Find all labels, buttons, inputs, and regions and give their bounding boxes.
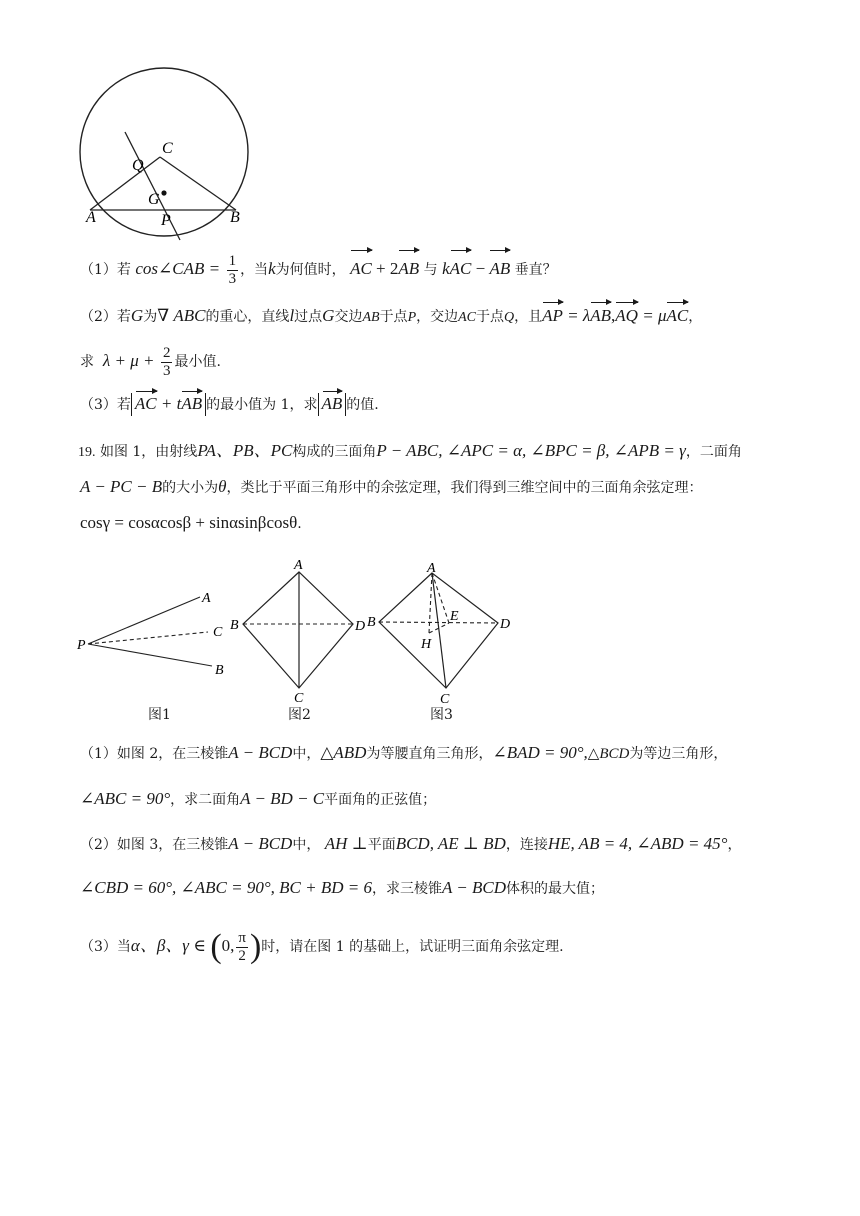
q19-p2-m3: BCD, AE ⊥ BD [395, 834, 506, 853]
q19-p2-m4: HE, AB = 4, ∠ABD = 45° [547, 834, 728, 853]
q19-p2b-m2: A − BCD [441, 878, 507, 897]
q18-p1-minus: − [471, 259, 490, 278]
q19-p1b-text1: ，求二面角 [170, 792, 241, 808]
q19-part1b [80, 787, 436, 811]
fig3-label-A: A [427, 561, 436, 576]
q19-p1-text4: 为等边三角形， [629, 746, 728, 762]
q18-p3-text1: 若 [116, 397, 131, 413]
q18-part1 [80, 252, 557, 286]
q18-p2-text5: 交边 [334, 309, 363, 325]
frac-den: 3 [228, 270, 237, 287]
q18-p2-l: l [289, 306, 295, 325]
q18-p2-text7: ，交边 [416, 309, 459, 325]
q19-p1-m3: ∠BAD = 90°, [492, 743, 588, 762]
q18-p2b-fraction [161, 345, 173, 380]
fig2-label-B: B [230, 618, 239, 633]
centroid-G-dot [161, 190, 166, 195]
q19-p3-text1: 当 [116, 939, 131, 955]
q18-p3-plus: + t [156, 394, 182, 413]
q18-p2-P: P [407, 310, 417, 325]
figure-2-tetrahedron [226, 555, 376, 705]
label-P: P [161, 212, 171, 229]
q19-p2b-text2: 体积的最大值； [506, 881, 605, 897]
q19-l1-rays: PA、PB、PC [197, 441, 293, 460]
q18-p2-triangle: ∇ ABC [157, 306, 206, 325]
label-A: A [86, 209, 96, 226]
q18-p1-num: （1） [80, 262, 117, 278]
ray-PC [88, 632, 208, 644]
q18-p2-text9: ，且 [514, 309, 543, 325]
fig3-label-H: H [421, 637, 432, 652]
q18-p2-eq2: = μ [637, 306, 667, 325]
fig2-label-C: C [294, 691, 304, 705]
label-Q: Q [132, 157, 144, 174]
frac-num: π [238, 929, 246, 946]
vector-AC-3: AC [666, 304, 688, 328]
ray-PB [88, 644, 212, 666]
q18-p2b-text1: 求 [80, 354, 94, 370]
fig3-caption: 图3 [430, 707, 453, 723]
q19-l1-text1: 如图 1，由射线 [99, 444, 198, 460]
circle-triangle-figure [70, 60, 270, 250]
q19-l2-text2: ，类比于平面三角形中的余弦定理，我们得到三维空间中的三面角余弦定理： [226, 480, 703, 496]
q18-p1-fraction [227, 253, 239, 288]
q19-part2b [80, 876, 604, 900]
q19-line3 [80, 511, 302, 535]
frac-den: 3 [162, 362, 171, 379]
q19-p1-m1: A − BCD [228, 743, 293, 762]
frac-num: 1 [228, 252, 237, 269]
fig2-caption: 图2 [288, 707, 311, 723]
q19-p2-m2: AH ⊥ [324, 834, 368, 853]
fig3-edge-AC [432, 573, 446, 688]
q19-l2-text1: 的大小为 [162, 480, 219, 496]
q18-part2 [80, 304, 702, 328]
q18-p2-text4: 过点 [294, 309, 323, 325]
q19-l3-dot: . [297, 516, 302, 532]
vector-AC: AC [350, 252, 372, 286]
q18-p2-AC: AC [458, 310, 477, 325]
q18-p1-text2: ，当 [240, 262, 269, 278]
abs-AB [318, 393, 347, 416]
q18-p2-text3: 的重心，直线 [205, 309, 290, 325]
q19-p1-m2: △ABD [320, 743, 367, 762]
q19-p2-text2: 中， [292, 837, 321, 853]
q18-p2-AB: AB [362, 310, 380, 325]
q19-p3-zero: 0, [221, 936, 235, 955]
q19-l1-math: P − ABC, ∠APC = α, ∠BPC = β, ∠APB = γ [376, 441, 686, 460]
q19-p2-text3: 平面 [367, 837, 396, 853]
q19-p3-rparen: ) [249, 928, 262, 965]
q19-p2-end: ， [727, 837, 742, 853]
vector-AP: AP [542, 304, 563, 328]
q19-p1-num: （1） [80, 746, 117, 762]
q19-p1-text3: 为等腰直角三角形， [366, 746, 493, 762]
q18-p2-text1: 若 [116, 309, 131, 325]
q19-p1b-m1: ∠ABC = 90° [80, 789, 171, 808]
vector-AB-4: AB [181, 394, 203, 413]
q18-p2-end: ， [688, 309, 703, 325]
q19-p3-text2: 时，请在图 1 的基础上，试证明三面角余弦定理. [261, 939, 564, 955]
label-C: C [162, 140, 173, 157]
q19-p3-num: （3） [80, 939, 117, 955]
q19-p3-m1: α、β、γ ∈ [130, 936, 206, 955]
q18-p1-k: k [268, 259, 276, 278]
q18-part2b [80, 342, 221, 380]
fig3-label-C: C [440, 692, 450, 707]
q19-p3-fraction [236, 930, 248, 965]
abs-expression [131, 393, 206, 416]
ray-PA [88, 597, 200, 644]
q18-p2-G2: G [322, 306, 335, 325]
q19-p2-text4: ，连接 [505, 837, 548, 853]
frac-num: 2 [162, 344, 171, 361]
vector-AB-3: AB [590, 304, 611, 328]
q19-l1-text3: ，二面角 [685, 444, 742, 460]
q19-part3 [80, 924, 564, 968]
vector-AC-4: AC [134, 394, 157, 413]
fig3-segment-AH [429, 573, 432, 633]
q18-p1-cos: cos∠CAB = [135, 259, 221, 278]
fig3-label-E: E [450, 609, 459, 624]
q18-p1-text1: 若 [116, 262, 131, 278]
q18-p1-k2: k [442, 259, 450, 278]
q19-p1-m4: △BCD [587, 746, 630, 762]
q19-l2-math: A − PC − B [80, 477, 163, 496]
fig2-label-D: D [355, 619, 366, 634]
q18-p3-text2: 的最小值为 1，求 [206, 397, 318, 413]
q18-p1-with: 与 [419, 262, 443, 278]
q18-part3 [80, 392, 379, 418]
q18-p2-num: （2） [80, 309, 117, 325]
q19-p2b-m1: ∠CBD = 60°, ∠ABC = 90°, BC + BD = 6 [80, 878, 372, 897]
q19-p1-text1: 如图 2，在三棱锥 [116, 746, 229, 762]
fig1-label-P: P [77, 638, 86, 653]
q18-p1-text3: 为何值时， [275, 262, 346, 278]
fig3-label-B: B [367, 615, 376, 630]
fig1-label-B: B [215, 663, 224, 678]
q19-p2-text1: 如图 3，在三棱锥 [116, 837, 229, 853]
q18-p1-text4: 垂直？ [510, 262, 557, 278]
q18-p2-text6: 于点 [379, 309, 408, 325]
q19-part1 [80, 741, 727, 765]
q18-p2b-text2: 最小值. [174, 354, 221, 370]
frac-den: 2 [238, 947, 246, 964]
q19-num: 19. [78, 445, 96, 460]
figure-3-tetrahedron [366, 560, 526, 708]
fig1-caption: 图1 [148, 707, 171, 723]
q19-p1b-text2: 平面角的正弦值； [324, 792, 437, 808]
q18-p3-text3: 的值. [346, 397, 379, 413]
q19-l3-formula: cosγ = cosαcosβ + sinαsinβcosθ [80, 513, 298, 532]
vector-AB: AB [398, 252, 419, 286]
q19-p2-m1: A − BCD [228, 834, 293, 853]
q19-p1b-m2: A − BD − C [240, 789, 325, 808]
vector-AC-2: AC [450, 252, 472, 286]
q19-p2-num: （2） [80, 837, 117, 853]
q18-p2-comma: , [611, 306, 616, 325]
fig3-label-D: D [500, 617, 511, 632]
q19-line2 [80, 475, 703, 499]
q18-p2-text2: 为 [143, 309, 158, 325]
fig3-edge-BD [379, 622, 498, 623]
q19-line1 [78, 439, 742, 463]
q18-p2-text8: 于点 [476, 309, 505, 325]
vector-AB-2: AB [489, 252, 510, 286]
q18-p2b-expr: λ + μ + [102, 351, 155, 370]
fig1-label-C: C [213, 625, 223, 640]
label-G: G [148, 191, 160, 208]
fig2-outline [243, 572, 353, 688]
q18-p1-plus: + 2 [371, 259, 399, 278]
q18-p3-num: （3） [80, 397, 117, 413]
q18-p2-eq1: = λ [562, 306, 591, 325]
q19-p2b-text1: ，求三棱锥 [371, 881, 442, 897]
q19-p1-text2: 中， [292, 746, 321, 762]
q19-p3-lparen: ( [210, 928, 222, 965]
q19-l2-theta: θ [218, 477, 227, 496]
segment-CB [160, 157, 236, 210]
fig2-label-A: A [294, 558, 303, 573]
label-B: B [230, 209, 240, 226]
q18-p2-Q: Q [504, 310, 515, 325]
vector-AQ: AQ [615, 304, 638, 328]
fig1-label-A: A [202, 591, 211, 606]
q18-p2-G: G [130, 306, 144, 325]
q19-part2 [80, 832, 741, 856]
vector-AB-5: AB [321, 394, 343, 413]
q19-l1-text2: 构成的三面角 [292, 444, 377, 460]
figure-1-trihedral [74, 585, 244, 685]
